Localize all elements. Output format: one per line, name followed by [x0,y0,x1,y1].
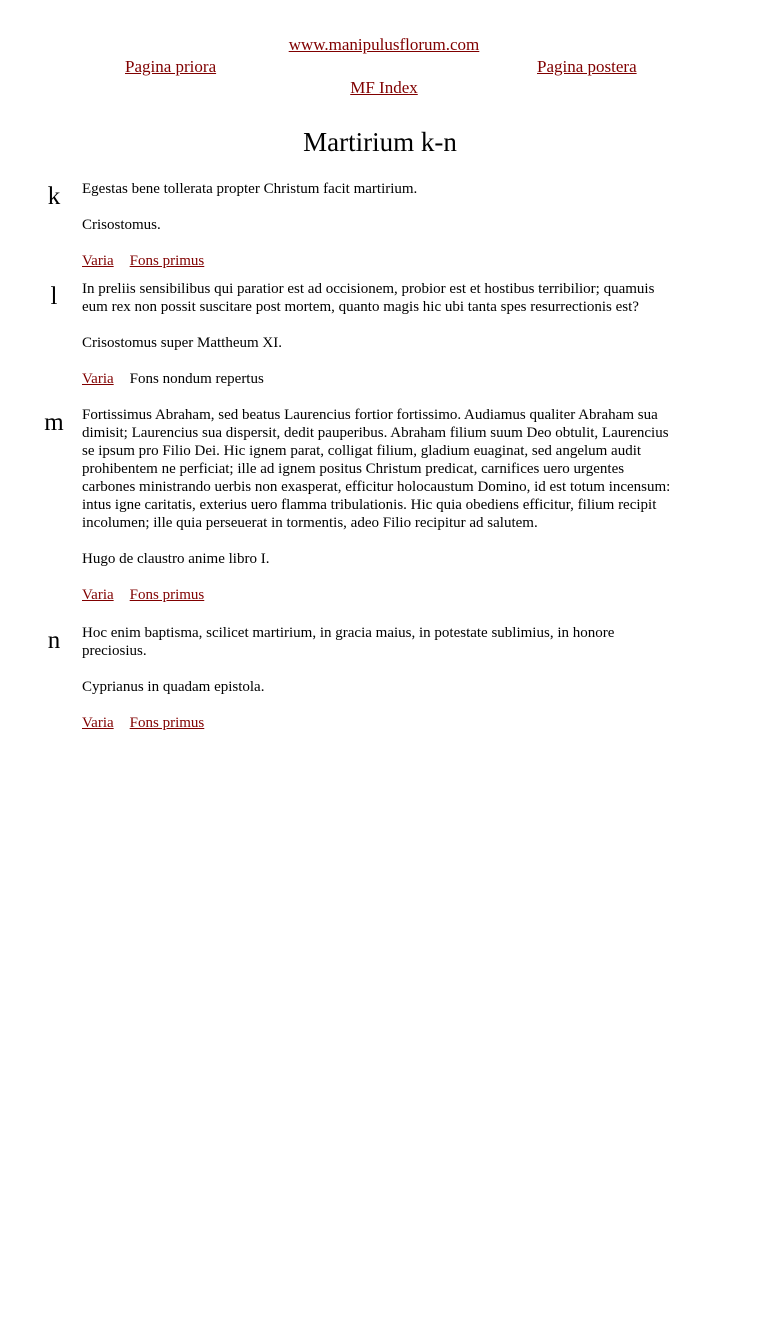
entry-text: Fortissimus Abraham, sed beatus Laurencius fortior fortissimo. Audiamus qualiter Abraham sua dimisit; Laurencius sua dispersit, dedit pauperibus. Abraham filium suum Deo obtulit, Laurencius se ipsum pro Filio Dei. Hic ignem parat, colligat filium, gladium euaginat, sed angelum audit prohibentem ne perficiat; ille ad ignem positus Christum predicat, carnifices uero urgentes carbones ministrando uerbis non exasperat, efficitur holocaustum Domino, id est totum incensum: intus igne caritatis, exterius uero flamma tribulationis. Hic quia obediens efficitur, filium recipit incolumen; ille quia perseuerat in tormentis, adeo Filio recipitur ad salutem. [82,407,671,531]
entry-text: In preliis sensibilibus qui paratior est ad occisionem, probior est et hostibus terribilior; quamuis eum rex non possit suscitare post mortem, quanto magis hic ubi tanta spes resurrectionis est? [82,281,655,315]
next-page-link[interactable]: Pagina postera [537,57,637,76]
entry-text: Hoc enim baptisma, scilicet martirium, in gracia maius, in potestate sublimius, in honore preciosius. [82,625,615,659]
fons-primus-link[interactable]: Fons primus [129,587,205,603]
fons-not-found-text: Fons nondum repertus [129,371,264,387]
entry-letter: n [47,627,61,654]
entry-letter: l [50,283,58,310]
page-title: Martirium k-n [303,127,457,157]
entry-source: Crisostomus super Mattheum XI. [82,335,282,351]
site-home-link[interactable]: www.manipulusflorum.com [288,35,480,54]
entry-letter: k [47,183,61,210]
entry-l [0,280,768,388]
varia-link[interactable]: Varia [82,253,114,269]
entry-body [82,180,678,270]
entry-body [82,624,678,732]
entry-m [0,406,768,604]
fons-primus-link[interactable]: Fons primus [129,253,205,269]
mf-index-link[interactable]: MF Index [350,78,418,97]
entry-k [0,180,768,270]
fons-primus-link[interactable]: Fons primus [129,715,205,731]
entry-body [82,406,678,604]
varia-link[interactable]: Varia [82,371,114,387]
varia-link[interactable]: Varia [82,587,114,603]
entry-letter: m [44,409,64,436]
entry-links [82,586,678,604]
entry-source: Hugo de claustro anime libro I. [82,551,270,567]
entry-links [82,714,678,732]
varia-link[interactable]: Varia [82,715,114,731]
entries-list [0,180,768,742]
entry-links [82,252,678,270]
entry-n [0,624,768,732]
entry-source: Cyprianus in quadam epistola. [82,679,265,695]
previous-page-link[interactable]: Pagina priora [125,57,217,76]
entry-text: Egestas bene tollerata propter Christum facit martirium. [82,181,418,197]
entry-links [82,370,678,388]
entry-source: Crisostomus. [82,217,161,233]
entry-body [82,280,678,388]
